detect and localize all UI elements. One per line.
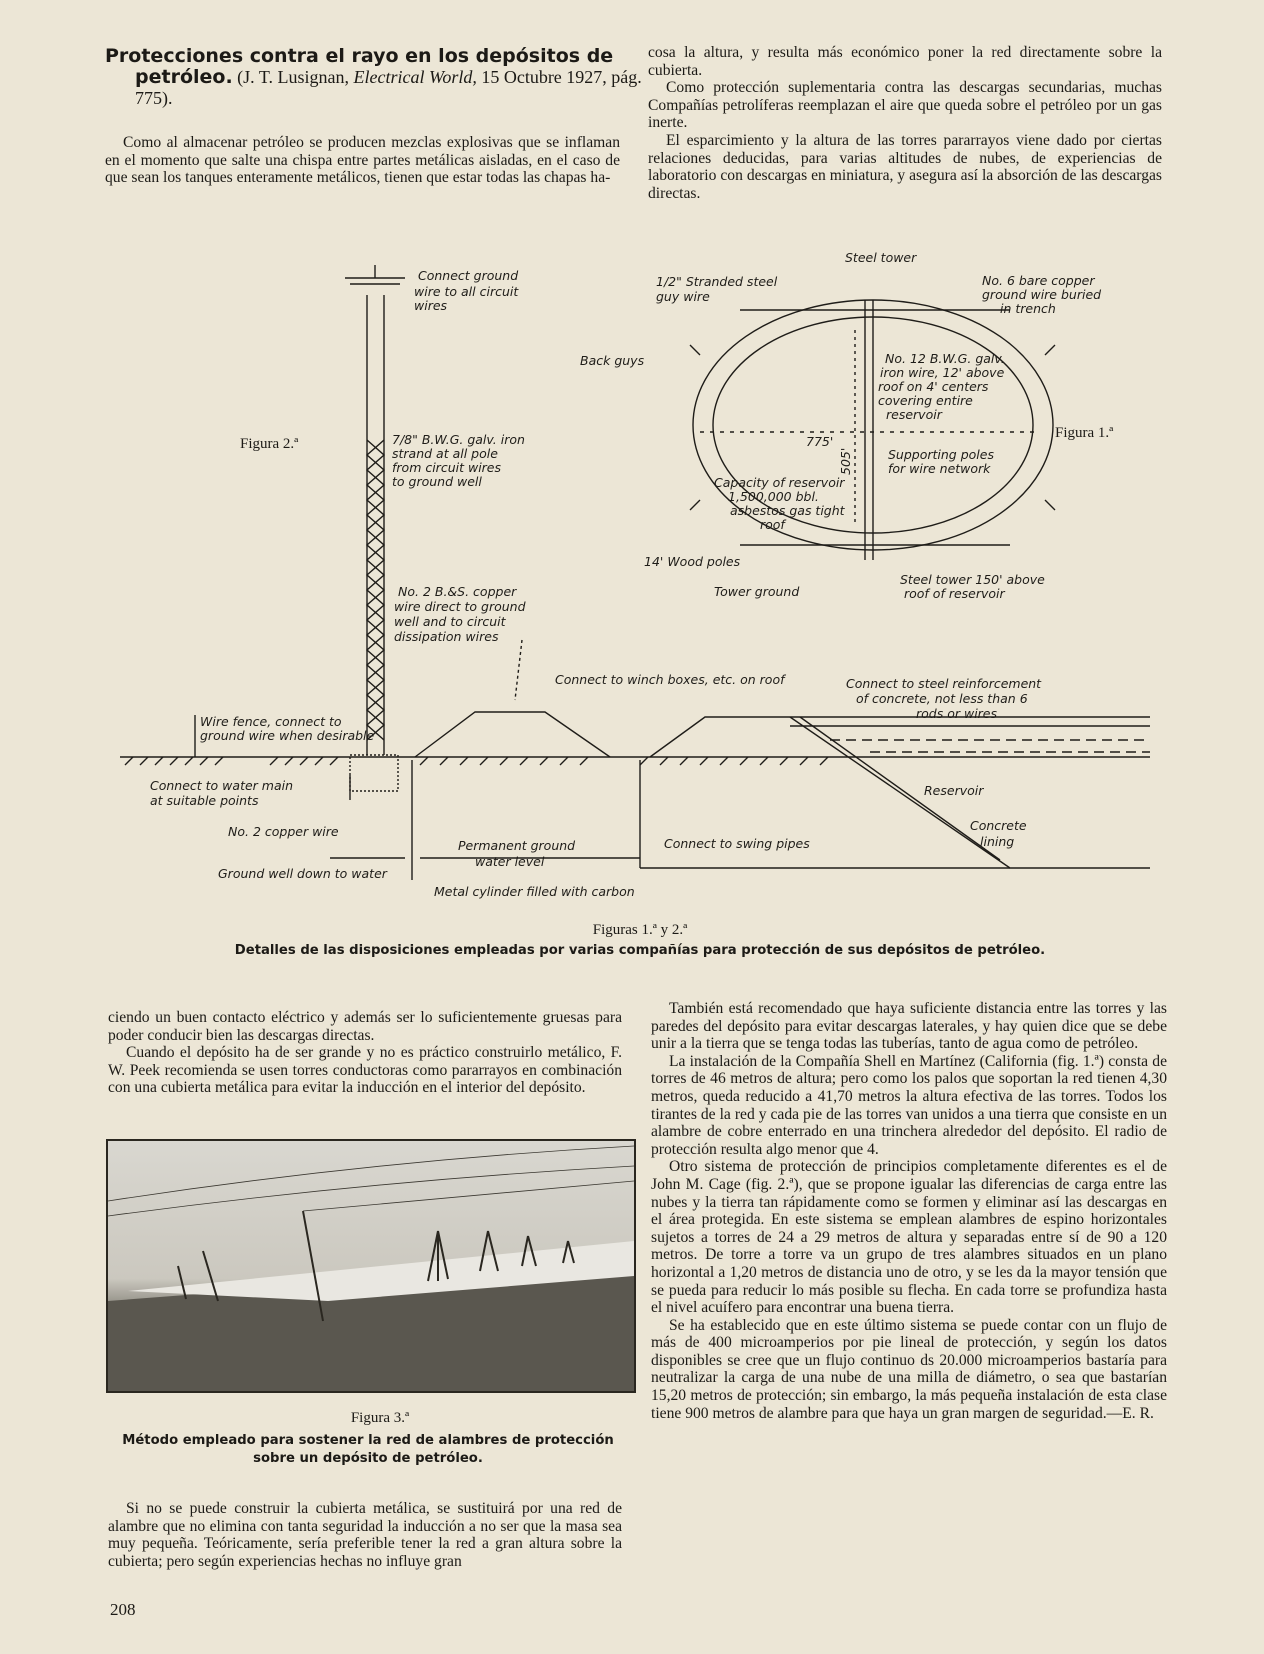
ann-reservoir: Reservoir bbox=[924, 783, 984, 798]
ann-water-main-1: Connect to water main bbox=[150, 778, 293, 793]
ann-fence-2: ground wire when desirable bbox=[200, 728, 375, 743]
left-col2-paragraph-1: ciendo un buen contacto eléctrico y además ser lo suficientemente gruesas para poder conducir bien las descargas directas. bbox=[108, 1009, 622, 1044]
ann-concrete-1: Concrete bbox=[970, 818, 1027, 833]
ann-bwg-4: to ground well bbox=[392, 474, 482, 489]
ann-stranded-2: guy wire bbox=[656, 289, 710, 304]
citation-prefix: (J. T. Lusignan, bbox=[232, 67, 354, 87]
ann-winch: Connect to winch boxes, etc. on roof bbox=[555, 672, 785, 687]
diagram-annotations bbox=[150, 250, 1101, 899]
ann-no12-1: No. 12 B.W.G. galv. bbox=[885, 351, 1005, 366]
ann-no2-4: dissipation wires bbox=[394, 629, 499, 644]
ann-steel-reinf-2: of concrete, not less than 6 bbox=[856, 691, 1028, 706]
ann-no12-2: iron wire, 12' above bbox=[880, 365, 1005, 380]
figure-3-caption: Método empleado para sostener la red de alambres de protección sobre un depósito de petróleo. bbox=[122, 1433, 614, 1466]
intro-right-paragraph-2: Como protección suplementaria contra las descargas secundarias, muchas Compañías petrolíferas reemplazan el aire que queda sobre el petróleo por un gas inerte. bbox=[648, 79, 1162, 132]
ann-connect-ground-1: Connect ground bbox=[418, 268, 519, 283]
ann-supporting-1: Supporting poles bbox=[888, 447, 994, 462]
ann-no12-3: roof on 4' centers bbox=[878, 379, 989, 394]
figure-1-label: Figura 1.ª bbox=[1055, 425, 1114, 441]
ann-copper-wire: No. 2 copper wire bbox=[228, 824, 339, 839]
ann-no2-1: No. 2 B.&S. copper bbox=[398, 584, 517, 599]
citation-journal: Electrical World, bbox=[353, 67, 477, 87]
ann-wood-poles: 14' Wood poles bbox=[644, 554, 741, 569]
ann-fence-1: Wire fence, connect to bbox=[200, 714, 342, 729]
figure-3-photo bbox=[106, 1139, 636, 1393]
left-col2-paragraph-2: Cuando el depósito ha de ser grande y no es práctico construirlo metálico, F. W. Peek recomienda se usen torres conductoras como pararrayos en combinación con una cubierta metálica para evitar la inducción en el interior del depósito. bbox=[108, 1044, 622, 1097]
ann-bwg-2: strand at all pole bbox=[392, 446, 498, 461]
ann-ground-water-2: water level bbox=[475, 854, 545, 869]
right-col2-paragraph-4: Se ha establecido que en este último sistema se puede contar con un flujo de más de 400 microamperios por pie lineal de protección, y según los datos disponibles se cree que un flujo continuo ds 20.000 microamperios bastaría para neutralizar la carga de una nube de una milla de diámetro, o sea que bastarían 15,20 metros de protección; sin embargo, la más pequeña instalación de esta clase tiene 900 metros de alambre para que haya un gran margen de seguridad.—E. R. bbox=[651, 1316, 1167, 1422]
ann-no2-2: wire direct to ground bbox=[394, 599, 526, 614]
ann-bwg-3: from circuit wires bbox=[392, 460, 502, 475]
ann-no6-1: No. 6 bare copper bbox=[982, 273, 1095, 288]
ann-swing-pipes: Connect to swing pipes bbox=[664, 836, 810, 851]
ann-concrete-2: lining bbox=[980, 834, 1015, 849]
right-col2-paragraph-1: También está recomendado que haya suficiente distancia entre las torres y las paredes del depósito para evitar descargas laterales, y hay quien dice que se debe unir a la tierra que se tenga todas las tuberías, tanto de agua como de petróleo. bbox=[651, 1000, 1167, 1053]
figures-1-2-number: Figuras 1.ª y 2.ª bbox=[592, 922, 688, 938]
ann-no12-5: reservoir bbox=[886, 407, 942, 422]
ann-steel-reinf-3: rods or wires bbox=[916, 706, 998, 721]
left-col3-paragraph: Si no se puede construir la cubierta metálica, se sustituirá por una red de alambre que no elimina con tanta seguridad la inducción a no ser que la masa sea muy pequeña. Teóricamente, sería preferible tener la red a gran altura sobre la cubierta; pero según experiencias hechas no influye gran bbox=[108, 1500, 622, 1570]
article-title: Protecciones contra el rayo en los depósitos de petróleo. bbox=[105, 45, 614, 88]
ann-supporting-2: for wire network bbox=[888, 461, 991, 476]
page-number: 208 bbox=[110, 1600, 136, 1619]
ann-ground-water-1: Permanent ground bbox=[458, 838, 576, 853]
ann-steel-reinf-1: Connect to steel reinforcement bbox=[846, 676, 1042, 691]
ann-dim-775: 775' bbox=[806, 434, 834, 449]
ann-back-guys: Back guys bbox=[580, 353, 645, 368]
ann-metal-cylinder: Metal cylinder filled with carbon bbox=[434, 884, 635, 899]
right-col2-paragraph-3: Otro sistema de protección de principios completamente diferentes es el de John M. Cage (fig. 2.ª), que se propone igualar las diferencias de carga entre las nubes y la tierra tan rápidamente como se formen y eliminar así las descargas en el área protegida. En este sistema se emplean alambres de espino horizontales sujetos a torres de 24 a 29 metros de altura y separadas entre sí de 90 a 120 metros. De torre a torre va un grupo de tres alambres situados en un plano horizontal a 1,20 metros de distancia uno de otro, y se les da la mayor tensión que se pueda para reducir lo más posible su flecha. En cada torre se profundiza hasta el nivel acuífero para encontrar una buena tierra. bbox=[651, 1158, 1167, 1317]
ann-tower-ground: Tower ground bbox=[714, 584, 800, 599]
ann-no6-2: ground wire buried bbox=[982, 287, 1102, 302]
ann-no6-3: in trench bbox=[1000, 301, 1056, 316]
ann-bwg-1: 7/8" B.W.G. galv. iron bbox=[392, 432, 525, 447]
figure-2-label: Figura 2.ª bbox=[240, 436, 299, 452]
ann-no2-3: well and to circuit bbox=[394, 614, 506, 629]
ann-capacity-2: 1,500,000 bbl. bbox=[728, 489, 819, 504]
right-column-2 bbox=[651, 1000, 1167, 1422]
figure-3-number: Figura 3.ª bbox=[350, 1410, 410, 1426]
ann-connect-ground-2: wire to all circuit bbox=[414, 284, 519, 299]
left-column-3 bbox=[108, 1500, 622, 1570]
figures-1-2-caption: Detalles de las disposiciones empleadas por varias compañías para protección de sus depósitos de petróleo. bbox=[234, 943, 1046, 958]
ann-stranded-1: 1/2" Stranded steel bbox=[656, 274, 778, 289]
ann-steel-tower-150-2: roof of reservoir bbox=[904, 586, 1005, 601]
ann-capacity-1: Capacity of reservoir bbox=[714, 475, 845, 490]
ann-water-main-2: at suitable points bbox=[150, 793, 259, 808]
ann-steel-tower: Steel tower bbox=[845, 250, 917, 265]
ann-capacity-3: asbestos gas tight bbox=[730, 503, 845, 518]
ann-ground-well: Ground well down to water bbox=[218, 866, 387, 881]
ann-dim-505: 505' bbox=[838, 447, 853, 475]
ann-connect-ground-3: wires bbox=[414, 298, 448, 313]
left-column-2 bbox=[108, 1009, 622, 1097]
intro-left-paragraph: Como al almacenar petróleo se producen mezclas explosivas que se inflaman en el momento que salte una chispa entre partes metálicas aisladas, en el caso de que sean los tanques enteramente metálicos, tienen que estar todas las chapas ha- bbox=[105, 134, 620, 187]
ann-steel-tower-150-1: Steel tower 150' above bbox=[900, 572, 1045, 587]
ann-no12-4: covering entire bbox=[878, 393, 973, 408]
citation-suffix: 15 Octubre 1927, pág. 775). bbox=[135, 67, 642, 108]
ann-capacity-4: roof bbox=[760, 517, 785, 532]
figure-3-illustration bbox=[108, 1141, 634, 1391]
right-col2-paragraph-2: La instalación de la Compañía Shell en Martínez (California (fig. 1.ª) consta de torres de 46 metros de altura; pero como los palos que soportan la red tienen 4,30 metros, queda reducido a 41,70 metros la altura efectiva de las torres. Todos los tirantes de la red y cada pie de las torres van unidos a una tierra que consiste en un alambre de cobre enterrado en una trinchera alrededor del depósito. El radio de protección resulta algo menor que 4. bbox=[651, 1052, 1167, 1158]
intro-right-paragraph-1: cosa la altura, y resulta más económico poner la red directamente sobre la cubierta. bbox=[648, 44, 1162, 79]
intro-right-paragraph-3: El esparcimiento y la altura de las torres pararrayos viene dado por ciertas relaciones deducidas, para varias altitudes de nubes, de experiencias de laboratorio con descargas en miniatura, y asegura así la absorción de las descargas directas. bbox=[648, 131, 1162, 202]
